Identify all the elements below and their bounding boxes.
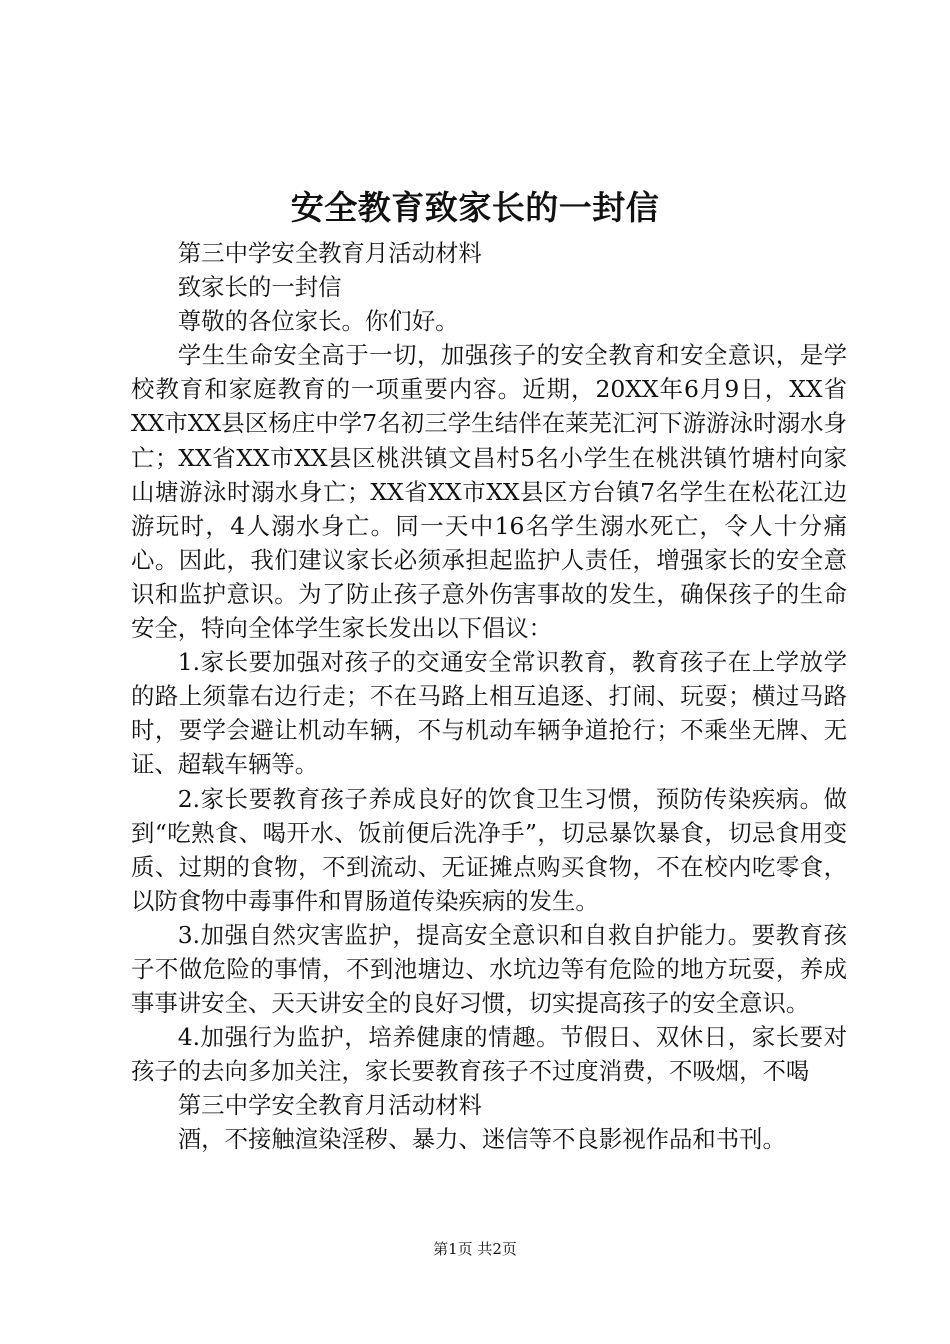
paragraph-greeting: 尊敬的各位家长。你们好。 — [177, 307, 459, 336]
paragraph-item-2: 2.家长要教育孩子养成良好的饮食卫生习惯，预防传染疾病。做到“吃熟食、喝开水、饭前便后洗净手”，切忌暴饮暴食，切忌食用变质、过期的食物，不到流动、无证摊点购买食物，不在校内吃零食，以防食物中毒事件和胃肠道传染疾病的发生。 — [131, 784, 847, 915]
document-body — [131, 236, 847, 1157]
page-number-footer: 第1页 共2页 — [433, 1240, 517, 1258]
paragraph-item-1: 1.家长要加强对孩子的交通安全常识教育，教育孩子在上学放学的路上须靠右边行走；不在马路上相互追逐、打闹、玩耍；横过马路时，要学会避让机动车辆，不与机动车辆争道抢行；不乘坐无牌、无证、超载车辆等。 — [131, 648, 847, 779]
paragraph-item-4: 4.加强行为监护，培养健康的情趣。节假日、双休日，家长要对孩子的去向多加关注，家长要教育孩子不过度消费，不吸烟，不喝 — [131, 1023, 847, 1086]
paragraph-school-heading-repeat: 第三中学安全教育月活动材料 — [177, 1091, 482, 1120]
paragraph-item-3: 3.加强自然灾害监护，提高安全意识和自救自护能力。要教育孩子不做危险的事情，不到池塘边、水坑边等有危险的地方玩耍，养成事事讲安全、天天讲安全的良好习惯，切实提高孩子的安全意识。 — [131, 920, 847, 1018]
document-title: 安全教育致家长的一封信 — [290, 188, 660, 227]
paragraph-letter-heading: 致家长的一封信 — [177, 273, 342, 302]
paragraph-school-heading: 第三中学安全教育月活动材料 — [177, 239, 482, 267]
paragraph-intro: 学生生命安全高于一切，加强孩子的安全教育和安全意识，是学校教育和家庭教育的一项重要内容。近期，20XX年6月9日，XX省XX市XX县区杨庄中学7名初三学生结伴在莱芜汇河下游游泳时溺水身亡；XX省XX市XX县区桃洪镇文昌村5名小学生在桃洪镇竹塘村向家山塘游泳时溺水身亡；XX省XX市XX县区方台镇7名学生在松花江边游玩时，4人溺水身亡。同一天中16名学生溺水死亡，令人十分痛心。因此，我们建议家长必须承担起监护人责任，增强家长的安全意识和监护意识。为了防止孩子意外伤害事故的发生，确保孩子的生命安全，特向全体学生家长发出以下倡议： — [131, 341, 847, 643]
paragraph-continuation: 酒，不接触渲染淫秽、暴力、迷信等不良影视作品和书刊。 — [177, 1125, 786, 1154]
